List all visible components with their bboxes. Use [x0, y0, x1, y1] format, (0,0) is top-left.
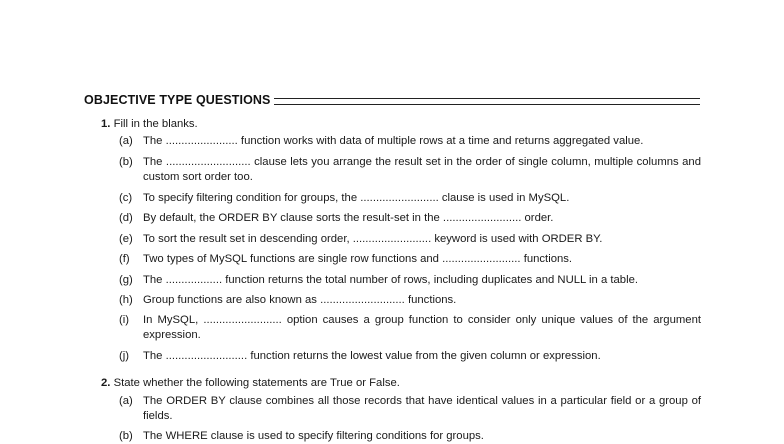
q1-item-a [119, 134, 701, 149]
item-label: (a) [119, 395, 133, 407]
q1-item-h [119, 293, 701, 308]
q1-item-i [119, 313, 701, 343]
question-2-text: State whether the following statements are True or False. [113, 377, 400, 389]
question-2-heading [101, 376, 400, 390]
item-text: Two types of MySQL functions are single row functions and ......................... functions. [143, 253, 573, 265]
item-text: The ........................... clause lets you arrange the result set in the order of single column, multiple columns and custom sort order too. [143, 156, 701, 183]
q1-item-e [119, 232, 701, 247]
question-2-number: 2. [101, 377, 111, 389]
item-text: Group functions are also known as ........................... functions. [143, 294, 457, 306]
item-text: The .................. function returns the total number of rows, including duplicates and NULL in a table. [143, 274, 639, 286]
q1-item-d [119, 211, 701, 226]
item-text: In MySQL, ......................... option causes a group function to consider only unique values of the argument expression. [143, 314, 701, 341]
item-text: By default, the ORDER BY clause sorts the result-set in the ......................... order. [143, 212, 554, 224]
item-text: The WHERE clause is used to specify filtering conditions for groups. [143, 430, 484, 442]
question-1-text: Fill in the blanks. [113, 118, 198, 130]
q1-item-f [119, 252, 701, 267]
item-label: (g) [119, 274, 133, 286]
item-label: (b) [119, 156, 133, 168]
item-label: (b) [119, 430, 133, 442]
q1-item-c [119, 191, 701, 206]
item-label: (f) [119, 253, 130, 265]
heading-double-rule [274, 98, 700, 105]
item-text: To specify filtering condition for groups, the ......................... clause is used in MySQL. [143, 192, 570, 204]
item-text: The .......................... function returns the lowest value from the given column or expression. [143, 350, 601, 362]
q1-item-g [119, 273, 701, 288]
question-1-heading [101, 117, 198, 131]
item-label: (d) [119, 212, 133, 224]
item-text: The ORDER BY clause combines all those records that have identical values in a particular field or a group of fields. [143, 395, 701, 422]
item-text: The ....................... function works with data of multiple rows at a time and returns aggregated value. [143, 135, 644, 147]
section-heading-row [84, 92, 700, 108]
item-text: To sort the result set in descending order, ......................... keyword is used with ORDER BY. [143, 233, 603, 245]
item-label: (e) [119, 233, 133, 245]
item-label: (h) [119, 294, 133, 306]
item-label: (j) [119, 350, 130, 362]
item-label: (i) [119, 314, 130, 326]
question-1-number: 1. [101, 118, 111, 130]
item-label: (a) [119, 135, 133, 147]
q1-item-b [119, 155, 701, 185]
section-title: OBJECTIVE TYPE QUESTIONS [84, 93, 271, 107]
q2-item-a [119, 394, 701, 424]
q2-item-b [119, 429, 701, 444]
item-label: (c) [119, 192, 133, 204]
q1-item-j [119, 349, 701, 364]
